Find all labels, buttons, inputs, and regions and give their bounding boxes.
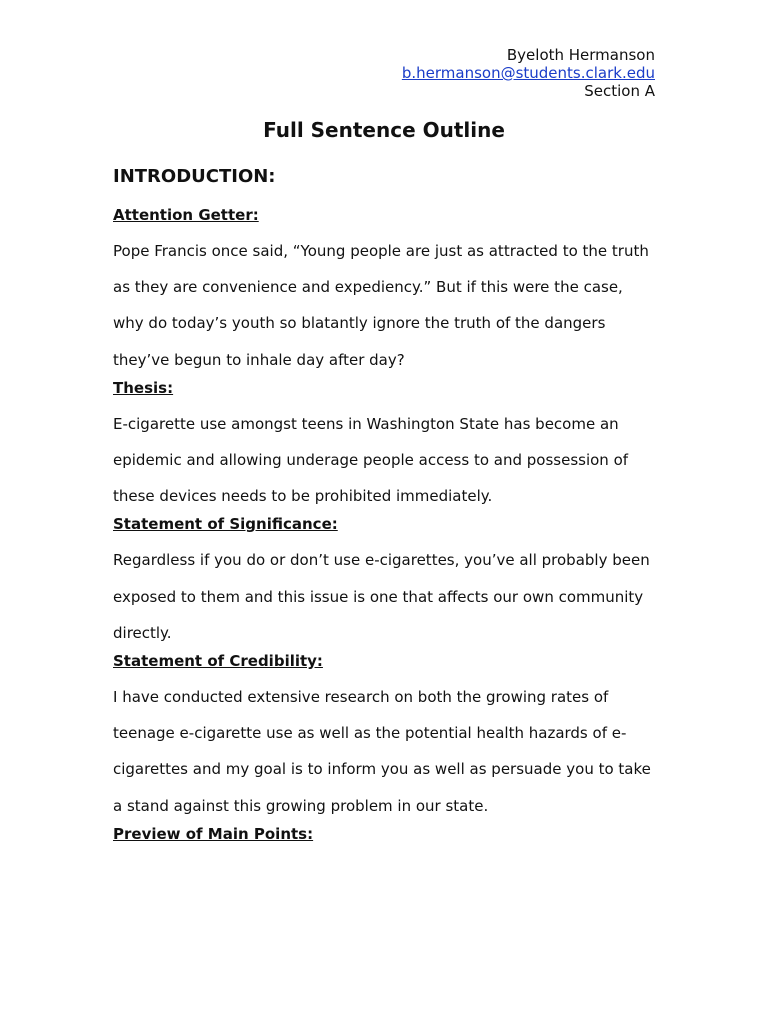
text-line: I have conducted extensive research on both the growing rates of [113, 688, 609, 707]
introduction-heading: INTRODUCTION: [113, 166, 276, 187]
author-header [402, 46, 655, 100]
significance-section [113, 514, 658, 651]
attention-getter-text [113, 233, 658, 378]
text-line: Pope Francis once said, “Young people are just as attracted to the truth [113, 242, 649, 260]
attention-getter-section [113, 205, 658, 378]
text-line: epidemic and allowing underage people access to and possession of [113, 451, 629, 470]
attention-getter-label: Attention Getter: [113, 206, 259, 224]
author-name: Byeloth Hermanson [506, 46, 655, 64]
text-line: teenage e-cigarette use as well as the potential health hazards of e- [113, 724, 627, 743]
significance-text [113, 542, 658, 651]
text-line: Regardless if you do or don’t use e-cigarettes, you’ve all probably been [113, 551, 650, 570]
author-email-link[interactable]: b.hermanson@students.clark.edu [401, 64, 655, 82]
document-title: Full Sentence Outline [263, 118, 505, 142]
preview-section [113, 824, 658, 844]
thesis-section [113, 378, 658, 515]
significance-label: Statement of Significance: [113, 515, 338, 534]
credibility-label: Statement of Credibility: [113, 652, 323, 671]
text-line: cigarettes and my goal is to inform you as well as persuade you to take [113, 760, 651, 779]
text-line: they’ve begun to inhale day after day? [113, 350, 405, 369]
text-line: E-cigarette use amongst teens in Washington State has become an [113, 414, 619, 433]
section-label: Section A [584, 82, 655, 100]
preview-label: Preview of Main Points: [113, 824, 314, 843]
thesis-label: Thesis: [113, 378, 174, 397]
thesis-text [113, 406, 658, 515]
text-line: directly. [113, 623, 172, 642]
credibility-text [113, 679, 658, 824]
text-line: as they are convenience and expediency.” But if this were the case, [113, 278, 623, 297]
credibility-section [113, 651, 658, 824]
outline-body [113, 165, 658, 860]
text-line: why do today’s youth so blatantly ignore the truth of the dangers [113, 314, 606, 333]
text-line: these devices needs to be prohibited immediately. [113, 487, 493, 506]
text-line: a stand against this growing problem in our state. [113, 796, 489, 815]
text-line: exposed to them and this issue is one that affects our own community [113, 587, 644, 606]
